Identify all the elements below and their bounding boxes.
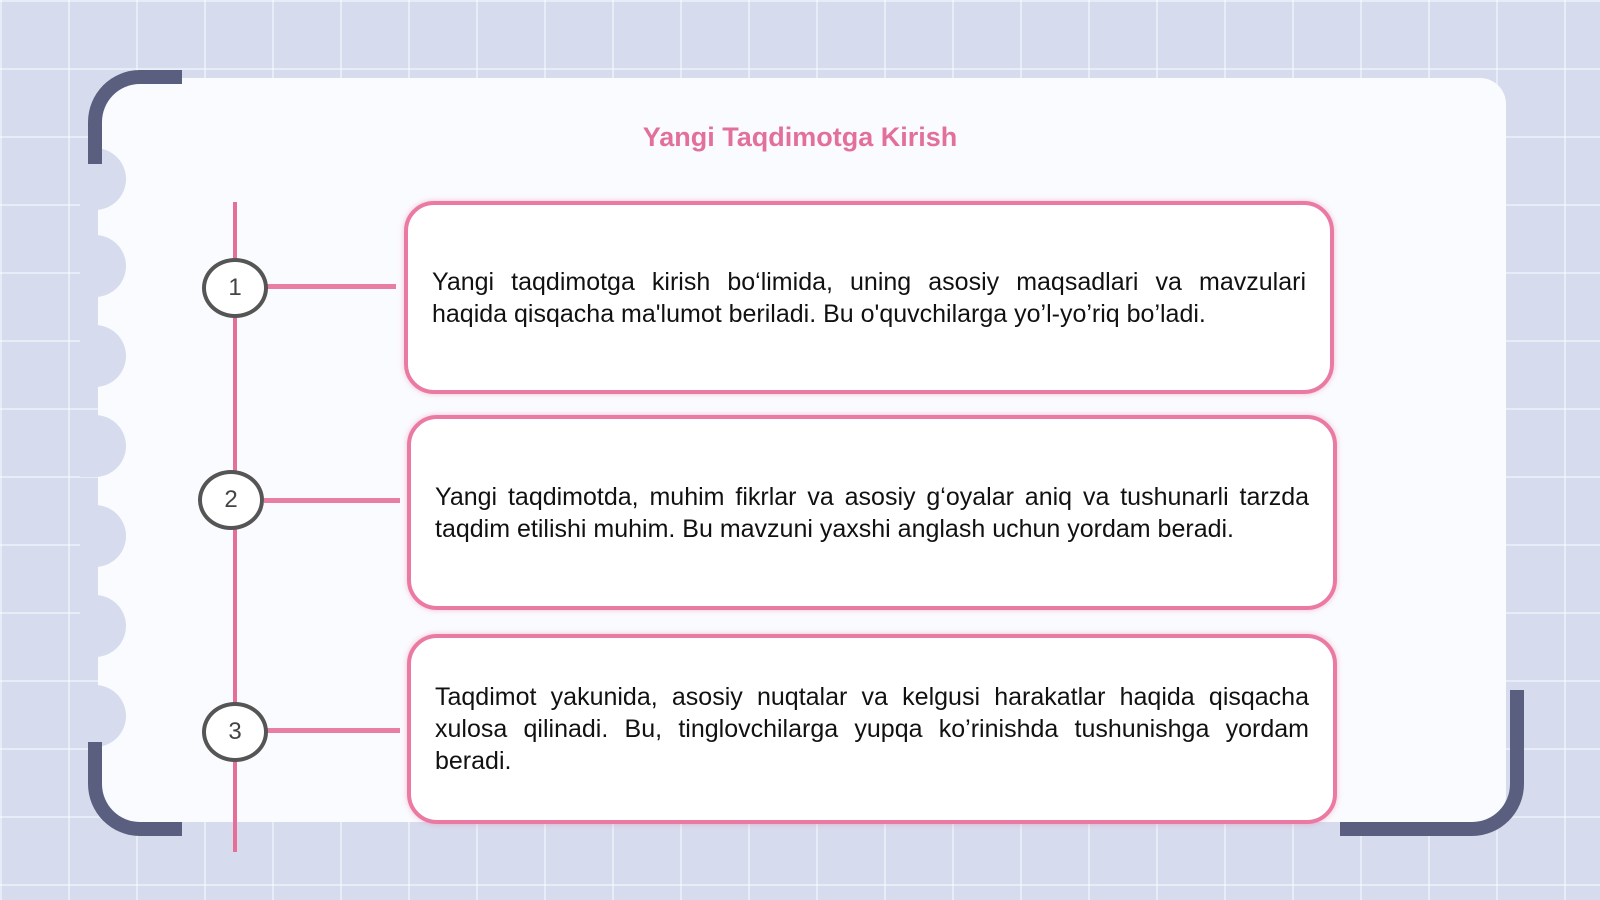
timeline-connector [266,284,396,289]
step-number-badge: 2 [198,470,264,530]
step-card-text: Taqdimot yakunida, asosiy nuqtalar va kelgusi harakatlar haqida qisqacha xulosa qilinadi. Bu, tinglovchilarga yupqa ko’rinishda tushunishga yordam beradi. [435,683,1309,775]
step-card [407,415,1337,610]
corner-bracket-bottom-left [88,742,182,836]
step-card-text: Yangi taqdimotda, muhim fikrlar va asosiy g‘oyalar aniq va tushunarli tarzda taqdim etilishi muhim. Bu mavzuni yaxshi anglash uchun yordam beradi. [435,482,1309,543]
step-number-badge: 3 [202,702,268,762]
corner-bracket-bottom-right [1340,690,1524,836]
step-card-text: Yangi taqdimotga kirish bo‘limida, uning asosiy maqsadlari va mavzulari haqida qisqacha ma'lumot beriladi. Bu o'quvchilarga yo’l-yo’riq bo’ladi. [432,267,1306,328]
timeline-connector [266,728,400,733]
step-card [404,201,1334,394]
step-card [407,634,1337,824]
timeline-connector [264,498,400,503]
step-number-badge: 1 [202,258,268,318]
slide-title: Yangi Taqdimotga Kirish [642,122,958,152]
